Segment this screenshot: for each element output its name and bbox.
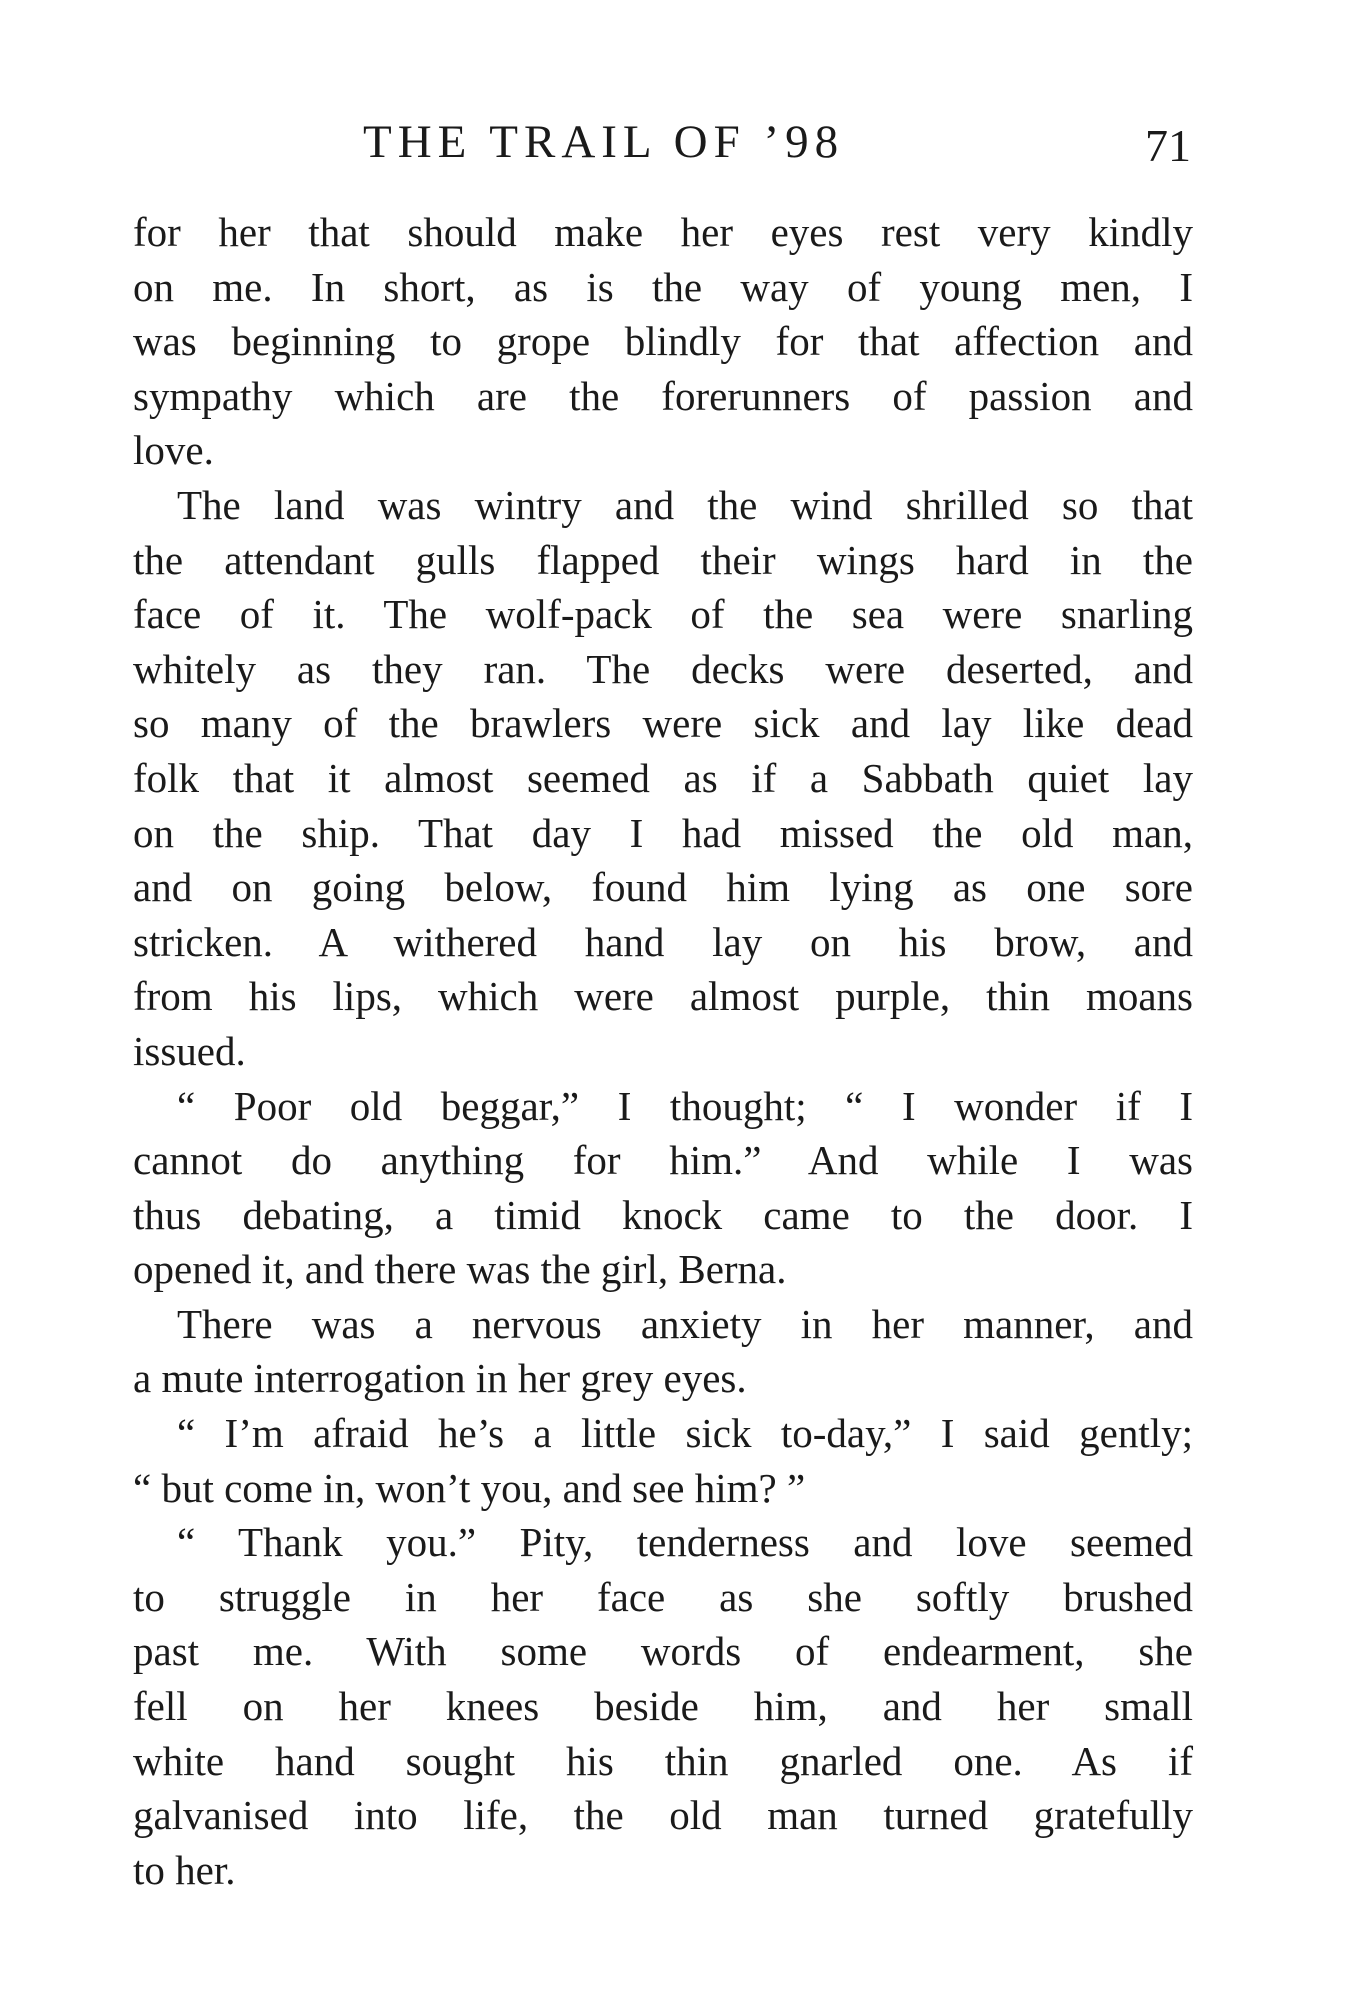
text-line: on the ship. That day I had missed the old man, xyxy=(133,809,1193,856)
text-line: to her. xyxy=(133,1846,236,1893)
paragraph-6 xyxy=(133,1515,1193,1897)
text-line: from his lips, which were almost purple, thin moans xyxy=(133,973,1193,1020)
text-line: opened it, and there was the girl, Berna. xyxy=(133,1246,787,1293)
text-line: cannot do anything for him.” And while I was xyxy=(133,1137,1193,1184)
text-line: and on going below, found him lying as one sore xyxy=(133,864,1193,911)
text-line: for her that should make her eyes rest very kindly xyxy=(133,209,1193,255)
paragraph-2 xyxy=(133,478,1193,1079)
text-line: “ I’m afraid he’s a little sick to-day,” I said gently; xyxy=(177,1410,1193,1457)
text-line: on me. In short, as is the way of young men, I xyxy=(133,263,1193,310)
text-line: fell on her knees beside him, and her small xyxy=(133,1683,1193,1730)
body-text xyxy=(133,205,1193,1897)
text-line: a mute interrogation in her grey eyes. xyxy=(133,1355,747,1402)
text-line: The land was wintry and the wind shrilled so that xyxy=(177,481,1193,528)
text-line: “ but come in, won’t you, and see him? ” xyxy=(133,1464,806,1511)
running-title: THE TRAIL OF ’98 xyxy=(363,116,845,168)
text-line: so many of the brawlers were sick and lay like dead xyxy=(133,700,1193,747)
paragraph-3 xyxy=(133,1079,1193,1297)
text-line: to struggle in her face as she softly brushed xyxy=(133,1573,1193,1620)
text-line: white hand sought his thin gnarled one. As if xyxy=(133,1737,1193,1784)
text-line: sympathy which are the forerunners of passion and xyxy=(133,372,1193,419)
text-line: whitely as they ran. The decks were deserted, and xyxy=(133,645,1193,692)
text-line: stricken. A withered hand lay on his brow, and xyxy=(133,918,1193,965)
text-line: “ Thank you.” Pity, tenderness and love seemed xyxy=(177,1519,1193,1566)
text-line: galvanised into life, the old man turned gratefully xyxy=(133,1792,1193,1839)
text-line: the attendant gulls flapped their wings hard in the xyxy=(133,536,1193,583)
page-number: 71 xyxy=(1145,120,1191,171)
text-line: was beginning to grope blindly for that affection and xyxy=(133,318,1193,365)
text-line: past me. With some words of endearment, she xyxy=(133,1628,1193,1675)
text-line: issued. xyxy=(133,1027,246,1074)
paragraph-4 xyxy=(133,1297,1193,1406)
book-page xyxy=(133,0,1193,2001)
text-line: love. xyxy=(133,427,214,474)
text-line: face of it. The wolf-pack of the sea were snarling xyxy=(133,591,1193,638)
text-line: There was a nervous anxiety in her manner, and xyxy=(177,1300,1193,1347)
paragraph-1 xyxy=(133,205,1193,478)
running-head xyxy=(133,112,1193,172)
text-line: folk that it almost seemed as if a Sabbath quiet lay xyxy=(133,754,1193,801)
paragraph-5 xyxy=(133,1406,1193,1515)
text-line: “ Poor old beggar,” I thought; “ I wonder if I xyxy=(177,1082,1193,1129)
text-line: thus debating, a timid knock came to the door. I xyxy=(133,1191,1193,1238)
